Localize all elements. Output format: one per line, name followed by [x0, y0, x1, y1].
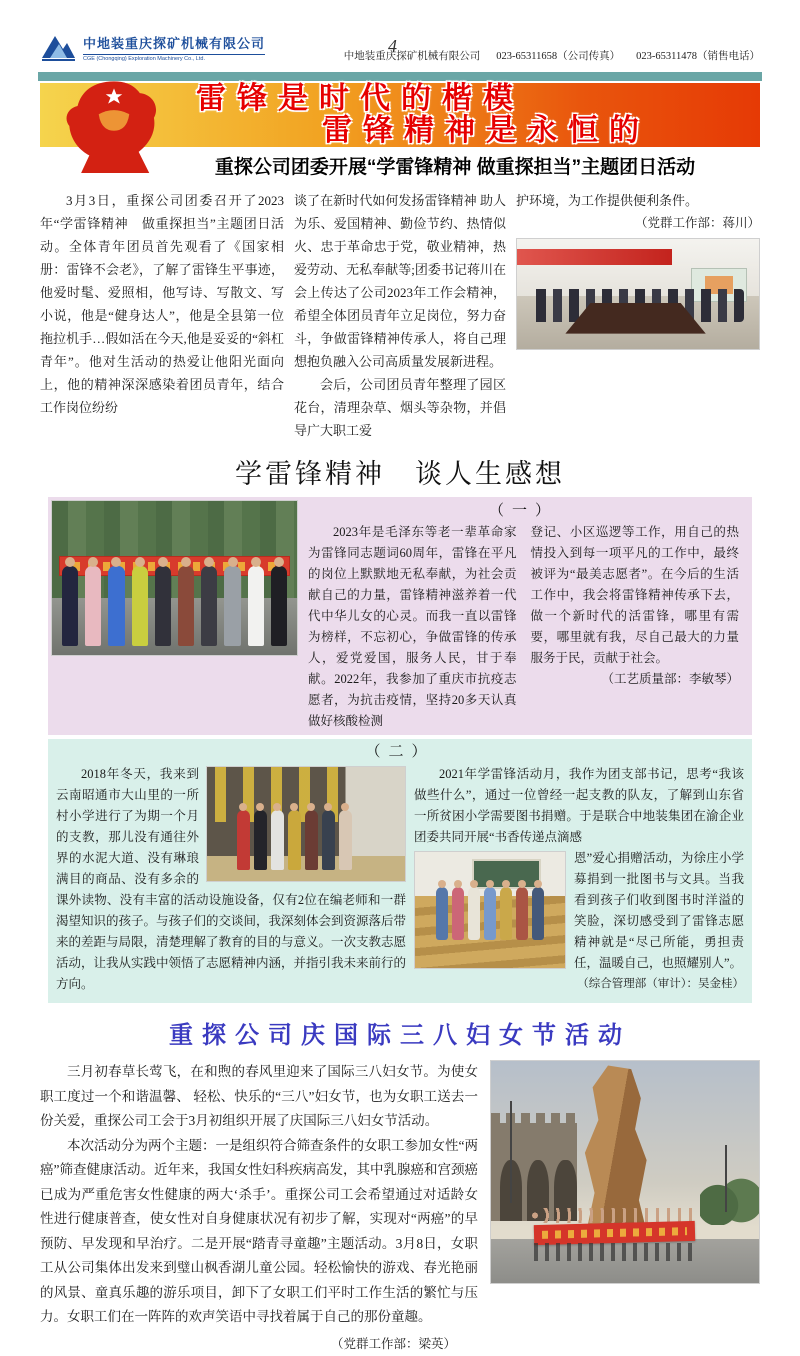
section3-body	[40, 1060, 760, 1356]
part2-byline: （综合管理部（审计）：吴金桂）	[414, 974, 744, 995]
photo-red-banner	[534, 1221, 695, 1245]
section3-paragraph1: 三月初春草长莺飞，在和煦的春风里迎来了国际三八妇女节。为使女职工度过一个和谐温馨、 轻松、快乐的“三八”妇女节，也为女职工送去一份关爱，重探公司工会于3月初组织开展了庆国际三八妇女节活动。	[40, 1060, 478, 1134]
part2-label: （二）	[56, 741, 744, 763]
logo-company-name: 中地装重庆探矿机械有限公司	[83, 33, 265, 52]
article1-column2	[294, 189, 506, 442]
photo-children-row	[418, 887, 562, 940]
part2-right-wrap	[414, 848, 744, 995]
contact-fax: 023-65311658（公司传真）	[496, 48, 620, 63]
person-figure	[322, 810, 335, 869]
banner-slogan-line1: 雷锋是时代的楷模	[196, 83, 524, 115]
volunteer-group-photo	[51, 500, 298, 656]
article1-col1-text: 3月3日，重探公司团委召开了2023年“学雷锋精神 做重探担当”主题团日活动。全体青年团员首先观看了《国家相册：雷锋不会老》，了解了雷锋生平事迹，他爱时髦、爱照相，他写诗、写散文、写小说，他是“健身达人”，他是全县第一位拖拉机手…假如活在今天,他是妥妥的“斜杠青年”。他对生活动的热爱让他阳光面向上，他的精神深深感染着团员青年，结合工作岗位纷纷	[40, 189, 284, 419]
person-figure	[288, 810, 301, 869]
section3-paragraph2: 本次活动分为两个主题：一是组织符合筛查条件的女职工参加女性“两癌”筛查健康活动。近年来，我国女性妇科疾病高发，其中乳腺癌和宫颈癌已成为严重危害女性健康的两大‘杀手’。重探公司工会希望通过对适龄女性进行健康普查，使女性对自身健康状况有初步了解，实现对“两癌”的早预防、早发现和早治疗。二是开展“踏青寻童趣”主题活动。3月8日，女职工从公司集体出发来到璧山枫香湖儿童公园。轻松愉快的游戏、春光艳丽的风景、童真乐趣的游乐项目，卸下了女职工们平时工作生活的繁忙与压力。女职工们在一阵阵的欢声笑语中寻找着属于自己的那份童趣。	[40, 1134, 478, 1330]
person-figure	[305, 810, 318, 869]
photo-people-row	[223, 810, 366, 869]
person-figure	[271, 566, 287, 646]
photo-lamp-post	[510, 1101, 512, 1203]
person-figure	[155, 566, 171, 646]
person-figure	[224, 566, 240, 646]
logo-text	[83, 33, 265, 62]
company-logo	[40, 32, 265, 62]
photo-red-banner	[517, 249, 672, 266]
meeting-room-photo	[516, 238, 760, 350]
part2-right-rest: 恩”爱心捐赠活动，为徐庄小学募捐到一批图书与文具。当我看到孩子们收到图书时洋溢的笑脸，深切感受到了雷锋志愿精神就是“尽己所能，勇担责任，温暖自己，也照耀别人”。	[414, 848, 744, 974]
part1-column2	[531, 522, 740, 732]
photo-lamp-post	[725, 1145, 727, 1212]
person-figure	[108, 566, 124, 646]
person-figure	[271, 810, 284, 869]
leifeng-silhouette-icon	[52, 79, 176, 173]
person-figure	[248, 566, 264, 646]
photo-castle-wall	[491, 1123, 577, 1221]
article1-column3	[516, 189, 760, 442]
part1-columns	[308, 522, 739, 732]
part2-right-article	[414, 764, 744, 995]
child-figure	[484, 887, 496, 940]
photo-trees	[700, 1176, 759, 1225]
article1-headline: 重探公司团委开展“学雷锋精神 做重探担当”主题团日活动	[40, 147, 760, 183]
mountain-logo-icon	[40, 32, 76, 62]
person-figure	[132, 566, 148, 646]
child-figure	[452, 887, 464, 940]
part1-label: （一）	[308, 500, 739, 522]
person-figure	[254, 810, 267, 869]
part1-col1-text: 2023年是毛泽东等老一辈革命家为雷锋同志题词60周年，雷锋在平凡的岗位上默默地无私奉献，为社会贡献自己的力量，雷锋精神滋养着一代代中华儿女的心灵。而我一直以雷锋为榜样，不忘初心，争做雷锋的传承人，爱党爱国，服务人民，甘于奉献。2022年，我参加了重庆市抗疫志愿者，为抗击疫情，坚持20多天认真做好核酸检测	[308, 522, 517, 732]
park-monument-photo	[490, 1060, 760, 1284]
contact-company: 中地装重庆探矿机械有限公司	[344, 48, 481, 63]
person-figure	[237, 810, 250, 869]
person-figure	[85, 566, 101, 646]
header-contacts	[344, 48, 760, 63]
child-figure	[500, 887, 512, 940]
village-school-photo	[206, 766, 406, 882]
article1-column1	[40, 189, 284, 442]
part1-col2-text: 登记、小区巡逻等工作，用自己的热情投入到每一项平凡的工作中，最终被评为“最美志愿者”。在今后的生活工作中，我会将雷锋精神传承下去，做一个新时代的活雷锋，哪里有需要，哪里就有我，尽自己最大的力量服务于民，贡献于社会。	[531, 522, 740, 669]
person-figure	[62, 566, 78, 646]
contact-phone: 023-65311478（销售电话）	[636, 48, 760, 63]
section3-textcol	[40, 1060, 478, 1356]
article1-col2b-text: 会后，公司团员青年整理了园区花台，清理杂草、烟头等杂物，并倡导广大职工爱	[294, 373, 506, 442]
part2-left-article	[56, 764, 406, 995]
section3-byline: （党群工作部：梁英）	[40, 1332, 478, 1356]
photo-group-legs	[534, 1243, 695, 1261]
banner-slogan-line2: 雷锋精神是永恒的	[322, 115, 650, 147]
logo-company-name-en: CGE (Chongqing) Exploration Machinery Co., Ltd.	[83, 54, 265, 62]
part1-column1	[308, 522, 517, 732]
section2-part2-box	[48, 739, 752, 1003]
section3-title: 重探公司庆国际三八妇女节活动	[0, 1015, 800, 1050]
page-header	[0, 0, 800, 72]
child-figure	[468, 887, 480, 940]
part1-byline: （工艺质量部：李敏琴）	[531, 669, 740, 690]
article1-col3-text: 护环境，为工作提供便利条件。	[516, 189, 760, 212]
section2-part1-textarea	[298, 500, 749, 732]
child-figure	[516, 887, 528, 940]
person-figure	[201, 566, 217, 646]
classroom-donation-photo	[414, 851, 566, 969]
child-figure	[532, 887, 544, 940]
part2-left-text: 2018年冬天，我来到云南昭通市大山里的一所村小学进行了为期一个月的支教，那儿没有通往外界的水泥大道、没有琳琅满目的商品、没有多余的课外读物、没有丰富的活动设施设备，仅有2位在编老师和一群渴望知识的孩子。与孩子们的交谈间，我深刻体会到资源落后带来的差距与局限，清楚理解了教育的目的与意义。一次支教志愿活动，让我从实践中领悟了志愿精神内涵，并指引我未来前行的方向。	[56, 764, 406, 995]
photo-people-row	[62, 566, 287, 646]
part2-right-intro: 2021年学雷锋活动月，我作为团支部书记，思考“我该做些什么”，通过一位曾经一起支教的队友，了解到山东省一所贫困小学需要图书捐赠。于是联合中地装集团在渝企业团委共同开展“书香传递点滴感	[414, 764, 744, 848]
person-figure	[339, 810, 352, 869]
section2-title: 学雷锋精神 谈人生感想	[0, 452, 800, 491]
person-figure	[178, 566, 194, 646]
article1-body	[40, 189, 760, 442]
article1-col2a-text: 谈了在新时代如何发扬雷锋精神 助人为乐、爱国精神、勤俭节约、热情似火、忠于革命忠于党，敬业精神，热爱劳动、无私奉献等;团委书记蒋川在会上传达了公司2023年工作会精神，希望全体团员青年立足岗位，努力奋斗，争做雷锋精神传承人，将自己理想抱负融入公司高质量发展新进程。	[294, 189, 506, 373]
article1-byline: （党群工作部：蒋川）	[516, 212, 760, 235]
leifeng-banner-section	[40, 83, 760, 183]
section2-part1-box	[48, 497, 752, 735]
page-number: 4	[388, 36, 397, 57]
part2-body	[56, 764, 744, 995]
child-figure	[436, 887, 448, 940]
